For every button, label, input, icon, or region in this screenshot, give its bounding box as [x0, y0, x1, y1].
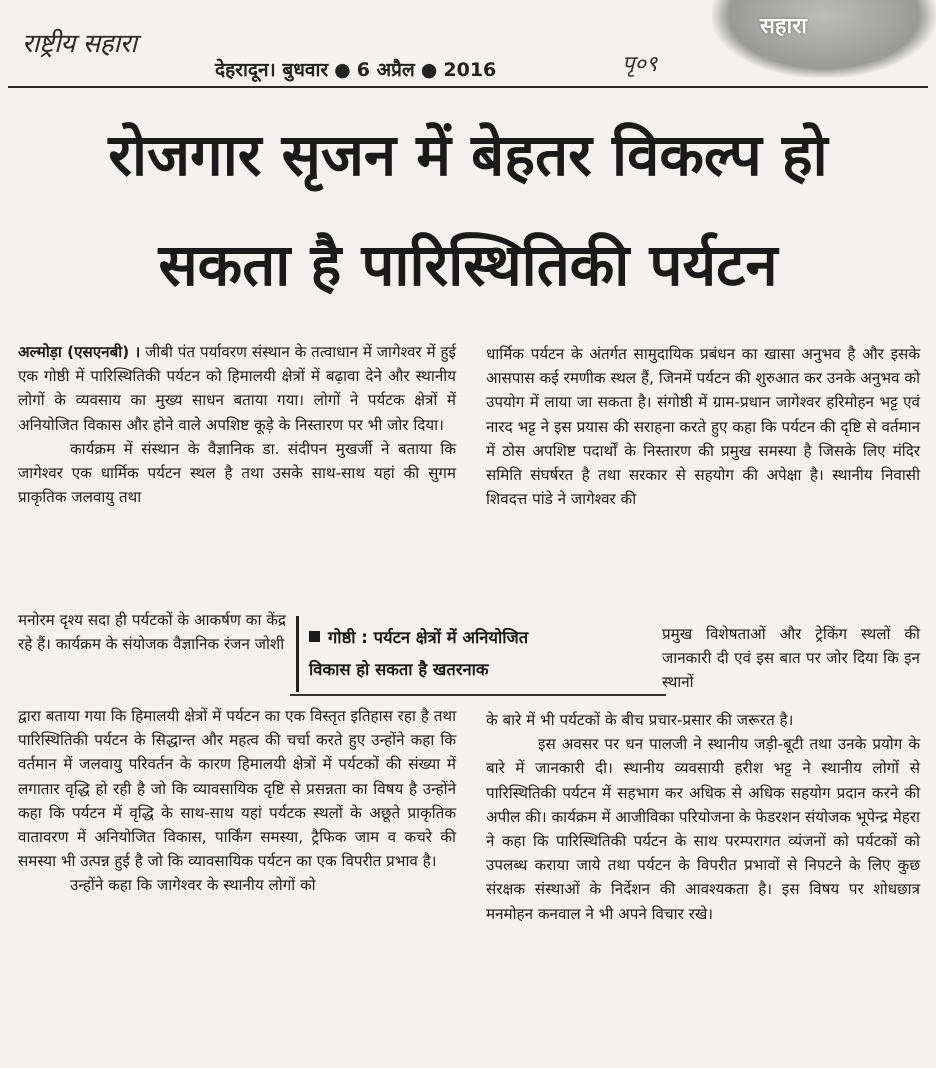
newspaper-logo — [712, 0, 936, 78]
dateline-year: 2016 — [443, 59, 497, 81]
column-1-top — [18, 340, 456, 509]
column-1-bottom — [18, 704, 456, 898]
dateline-date: 6 अप्रैल — [356, 59, 415, 81]
pull-quote-line-2: विकास हो सकता है खतरनाक — [309, 660, 489, 679]
article-intro: जीबी पंत पर्यावरण संस्थान के तत्वाधान में जागेश्वर में हुई एक गोष्ठी में पारिस्थितिकी पर्यटन को हिमालयी क्षेत्रों में बढ़ावा देने और स्थानीय लोगों के व्यवसाय का मुख्य साधन बताया गया। लोगों ने पर्यटक क्षेत्रों में अनियोजित विकास और होने वाले अपशिष्ट कूड़े के निस्तारण पर भी जोर दिया। — [18, 343, 456, 434]
dateline-city: देहरादून — [215, 59, 269, 81]
handwritten-page-number: पृ०९ — [622, 52, 658, 77]
article-paragraph-5: के बारे में भी पर्यटकों के बीच प्रचार-प्रसार की जरूरत है। — [486, 711, 794, 729]
logo-text: सहारा — [760, 14, 807, 39]
article-paragraph-3: द्वारा बताया गया कि हिमालयी क्षेत्रों में पर्यटन का एक विस्तृत इतिहास रहा है तथा पारिस्थितिकी पर्यटन के सिद्धान्त और महत्व की चर्चा करते हुए उन्होंने कहा कि वर्तमान में जलवायु परिवर्तन के कारण हिमालयी क्षेत्रों में पर्यटकों की संख्या में लगातार वृद्धि हो रही है जो कि व्यावसायिक दृष्टि से प्रसन्नता का विषय है उन्होंने कहा कि पर्यटन में वृद्धि के साथ-साथ यहां पर्यटक स्थलों के अछूते प्राकृतिक वातावरण में अनियोजित विकास, पार्किंग समस्या, ट्रैफिक जाम व कचरे की समस्या भी उत्पन्न हुई है जो कि व्यावसायिक पर्यटन का एक विपरीत प्रभाव है। — [18, 707, 456, 871]
bullet-icon: ● — [334, 59, 351, 81]
masthead-divider — [8, 86, 928, 88]
handwritten-paper-name: राष्ट्रीय सहारा — [22, 29, 137, 59]
dateline: देहरादून। बुधवार ● 6 अप्रैल ● 2016 — [215, 59, 497, 81]
column-2-bottom — [486, 708, 920, 926]
article-paragraph-4: उन्होंने कहा कि जागेश्वर के स्थानीय लोगों को — [70, 876, 316, 895]
article-dateline: अल्मोड़ा (एसएनबी) । — [18, 343, 141, 361]
headline-line-1: रोजगार सृजन में बेहतर विकल्प हो — [108, 121, 828, 189]
article-paragraph-6: इस अवसर पर धन पालजी ने स्थानीय जड़ी-बूटी तथा उनके प्रयोग के बारे में जानकारी दी। स्थानीय व्यवसायी हरीश भट्ट ने स्थानीय लोगों से पारिस्थितिकी पर्यटन में सहभाग कर अधिक से अधिक सहयोग प्रदान करने की अपील की। कार्यक्रम में आजीविका परियोजना के फेडरशन संयोजक भूपेन्द्र मेहरा ने कहा कि पारिस्थितिकी पर्यटन के साथ परम्परागत व्यंजनों को पर्यटकों को उपलब्ध कराया जाये तथा पर्यटन के विपरीत प्रभावों से निपटने के लिए कुछ संरक्षक संस्थाओं के निर्देशन की आवश्यकता है। इस विषय पर शोधछात्र मनमोहन कनवाल ने भी अपने विचार रखे। — [486, 735, 920, 923]
pull-quote-line-1: गोष्ठी : पर्यटन क्षेत्रों में अनियोजित — [328, 628, 529, 647]
headline-line-2: सकता है पारिस्थितिकी पर्यटन — [158, 231, 778, 299]
bullet-icon: ● — [420, 59, 438, 81]
column-2-top: धार्मिक पर्यटन के अंतर्गत सामुदायिक प्रबंधन का खासा अनुभव है और इसके आसपास कई रमणीक स्थल हैं, जिनमें पर्यटन की शुरुआत कर उनके अनुभव को उपयोग में लाया जा सकता है। संगोष्ठी में ग्राम-प्रधान जागेश्वर हरिमोहन भट्ट एवं नारद भट्ट ने इस प्रयास की सराहना करते हुए कहा कि पर्यटन की दृष्टि से वर्तमान में ठोस अपशिष्ट पदार्थों के निस्तारण की प्रमुख समस्या है जिसके लिए मंदिर समिति संघर्षरत है तथा सरकार से सहयोग की अपेक्षा है। स्थानीय निवासी शिवदत्त पांडे ने जागेश्वर की — [486, 345, 920, 509]
dateline-day: बुधवार — [282, 59, 329, 81]
pull-quote — [296, 616, 661, 692]
column-2-narrow: प्रमुख विशेषताओं और ट्रेकिंग स्थलों की जानकारी दी एवं इस बात पर जोर दिया कि इन स्थानों — [662, 625, 920, 692]
pull-quote-rule — [290, 694, 666, 696]
column-1-narrow: मनोरम दृश्य सदा ही पर्यटकों के आकर्षण का केंद्र रहे हैं। कार्यक्रम के संयोजक वैज्ञानिक रंजन जोशी — [18, 611, 286, 654]
article-paragraph-2: कार्यक्रम में संस्थान के वैज्ञानिक डा. संदीपन मुखर्जी ने बताया कि जागेश्वर एक धार्मिक पर्यटन स्थल है तथा उसके साथ-साथ यहां की सुगम प्राकृतिक जलवायु तथा — [18, 439, 456, 507]
square-bullet-icon — [309, 631, 320, 642]
